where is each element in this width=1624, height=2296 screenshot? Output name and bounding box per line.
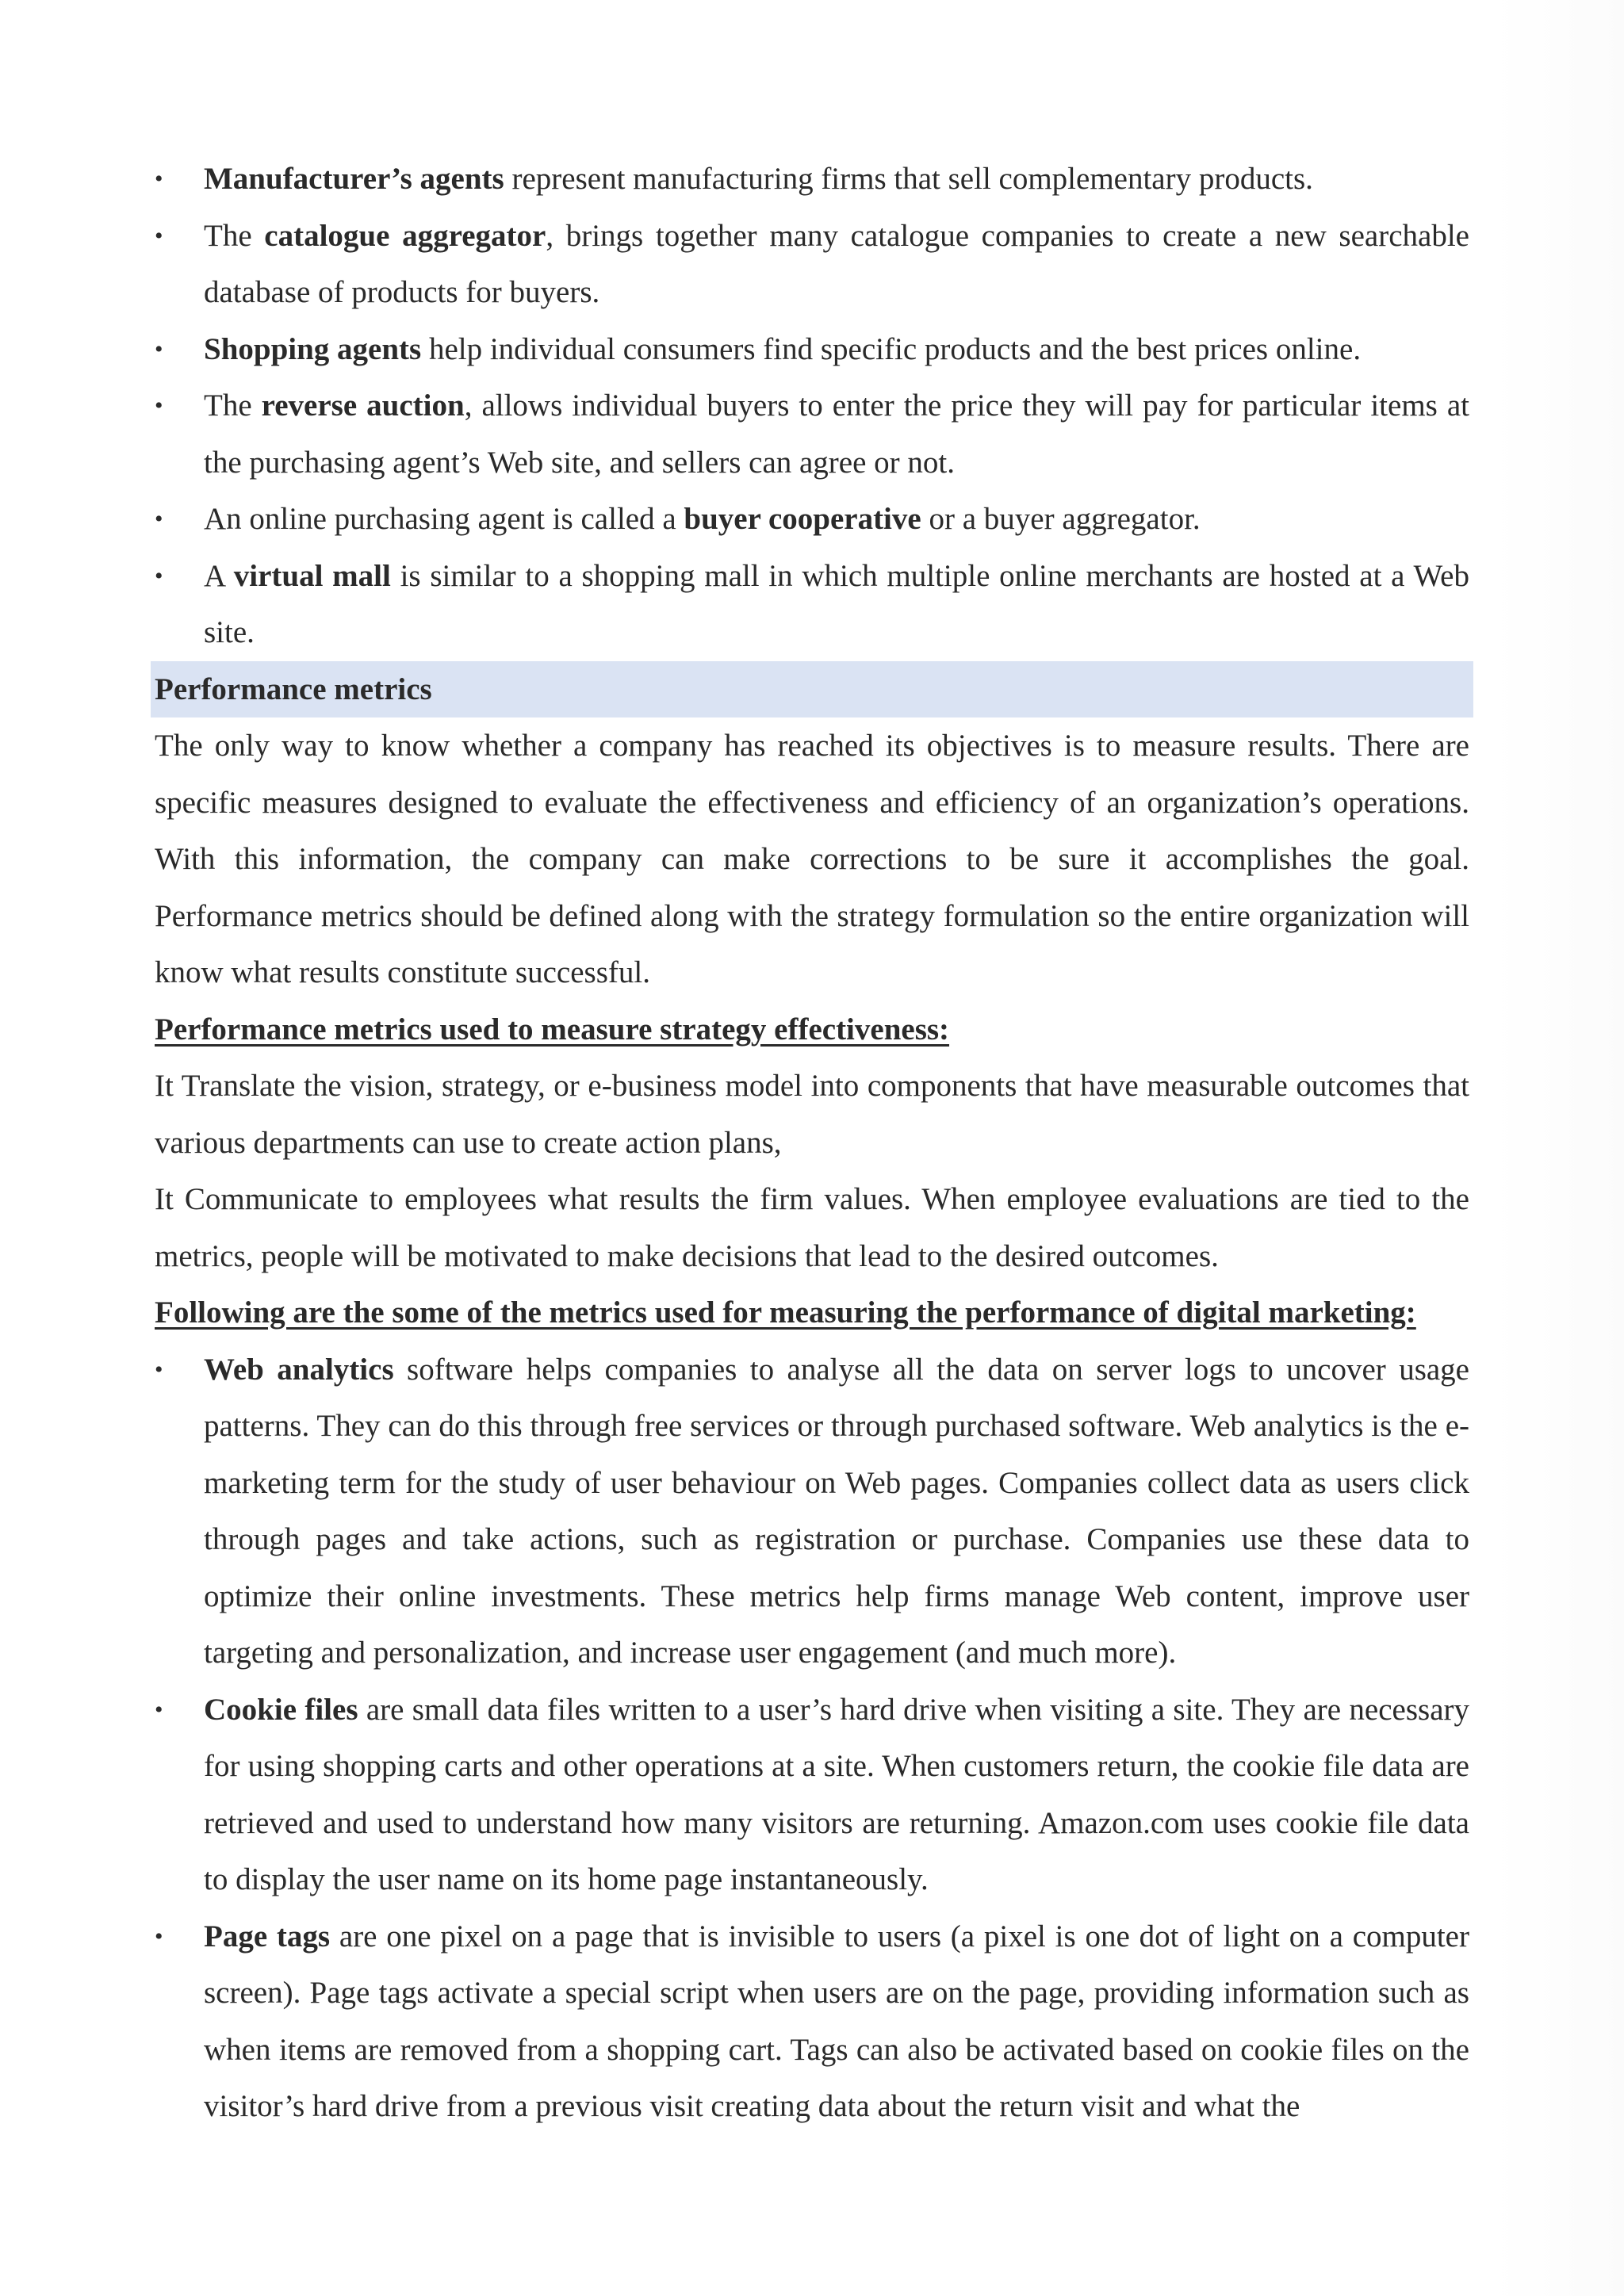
section-heading: Performance metrics [151,661,1473,718]
list-item: • Page tags are one pixel on a page that is invisible to users (a pixel is one dot of light on a computer screen). Page tags activate a special script when users are on the page, providing information such as when items are removed from a shopping cart. Tags can also be activated based on cookie files on the visitor’s hard drive from a previous visit creating data about the return visit and what the [155,1908,1469,2135]
list-item: • Shopping agents help individual consumers find specific products and the best prices online. [155,321,1469,378]
term-reverse-auction: reverse auction [261,388,465,423]
list-item: • The reverse auction, allows individual buyers to enter the price they will pay for particular items at the purchasing agent’s Web site, and sellers can agree or not. [155,377,1469,491]
list-item: • The catalogue aggregator, brings together many catalogue companies to create a new searchable database of products for buyers. [155,208,1469,321]
list-item: • An online purchasing agent is called a buyer cooperative or a buyer aggregator. [155,491,1469,548]
bullet-icon: • [155,166,163,192]
paragraph-communicate: It Communicate to employees what results the firm values. When employee evaluations are tied to the metrics, people will be motivated to make decisions that lead to the desired outcomes. [155,1182,1469,1273]
document-body [155,151,1469,2135]
subheading-digital-marketing-metrics: Following are the some of the metrics used for measuring the performance of digital marketing: [155,1295,1416,1330]
list-item: • Manufacturer’s agents represent manufacturing firms that sell complementary products. [155,151,1469,208]
term-web-analytics: Web analytics [204,1352,394,1387]
bullet-icon: • [155,1696,163,1723]
bullet-icon: • [155,1356,163,1383]
term-catalogue-aggregator: catalogue aggregator [264,218,546,253]
bullet-icon: • [155,1923,163,1950]
intermediary-list [155,151,1469,661]
term-buyer-cooperative: buyer cooperative [684,502,921,536]
bullet-icon: • [155,392,163,419]
term-manufacturers-agents: Manufacturer’s agents [204,162,504,196]
list-item: • Web analytics software helps companies to analyse all the data on server logs to uncover usage patterns. They can do this through free services or through purchased software. Web analytics is the e-marketing term for the study of user behaviour on Web pages. Companies collect data as users click through pages and take actions, such as registration or purchase. Companies use these data to optimize their online investments. These metrics help firms manage Web content, improve user targeting and personalization, and increase user engagement (and much more). [155,1341,1469,1682]
list-item: • A virtual mall is similar to a shopping mall in which multiple online merchants are hosted at a Web site. [155,548,1469,661]
paragraph-translate: It Translate the vision, strategy, or e-business model into components that have measurable outcomes that various departments can use to create action plans, [155,1069,1469,1160]
subheading-strategy-effectiveness: Performance metrics used to measure strategy effectiveness: [155,1012,950,1047]
bullet-icon: • [155,506,163,532]
term-virtual-mall: virtual mall [233,558,391,593]
metrics-list [155,1341,1469,2135]
term-cookie-files: Cookie files [204,1692,358,1727]
intro-paragraph: The only way to know whether a company has reached its objectives is to measure results. There are specific measures designed to evaluate the effectiveness and efficiency of an organization’s operations. With this information, the company can make corrections to be sure it accomplishes the goal. Performance metrics should be defined along with the strategy formulation so the entire organization will know what results constitute successful. [155,729,1469,989]
list-item: • Cookie files are small data files written to a user’s hard drive when visiting a site. They are necessary for using shopping carts and other operations at a site. When customers return, the cookie file data are retrieved and used to understand how many visitors are returning. Amazon.com uses cookie file data to display the user name on its home page instantaneously. [155,1682,1469,1908]
bullet-icon: • [155,335,163,362]
term-shopping-agents: Shopping agents [204,331,422,366]
term-page-tags: Page tags [204,1919,331,1954]
bullet-icon: • [155,562,163,589]
bullet-icon: • [155,222,163,249]
